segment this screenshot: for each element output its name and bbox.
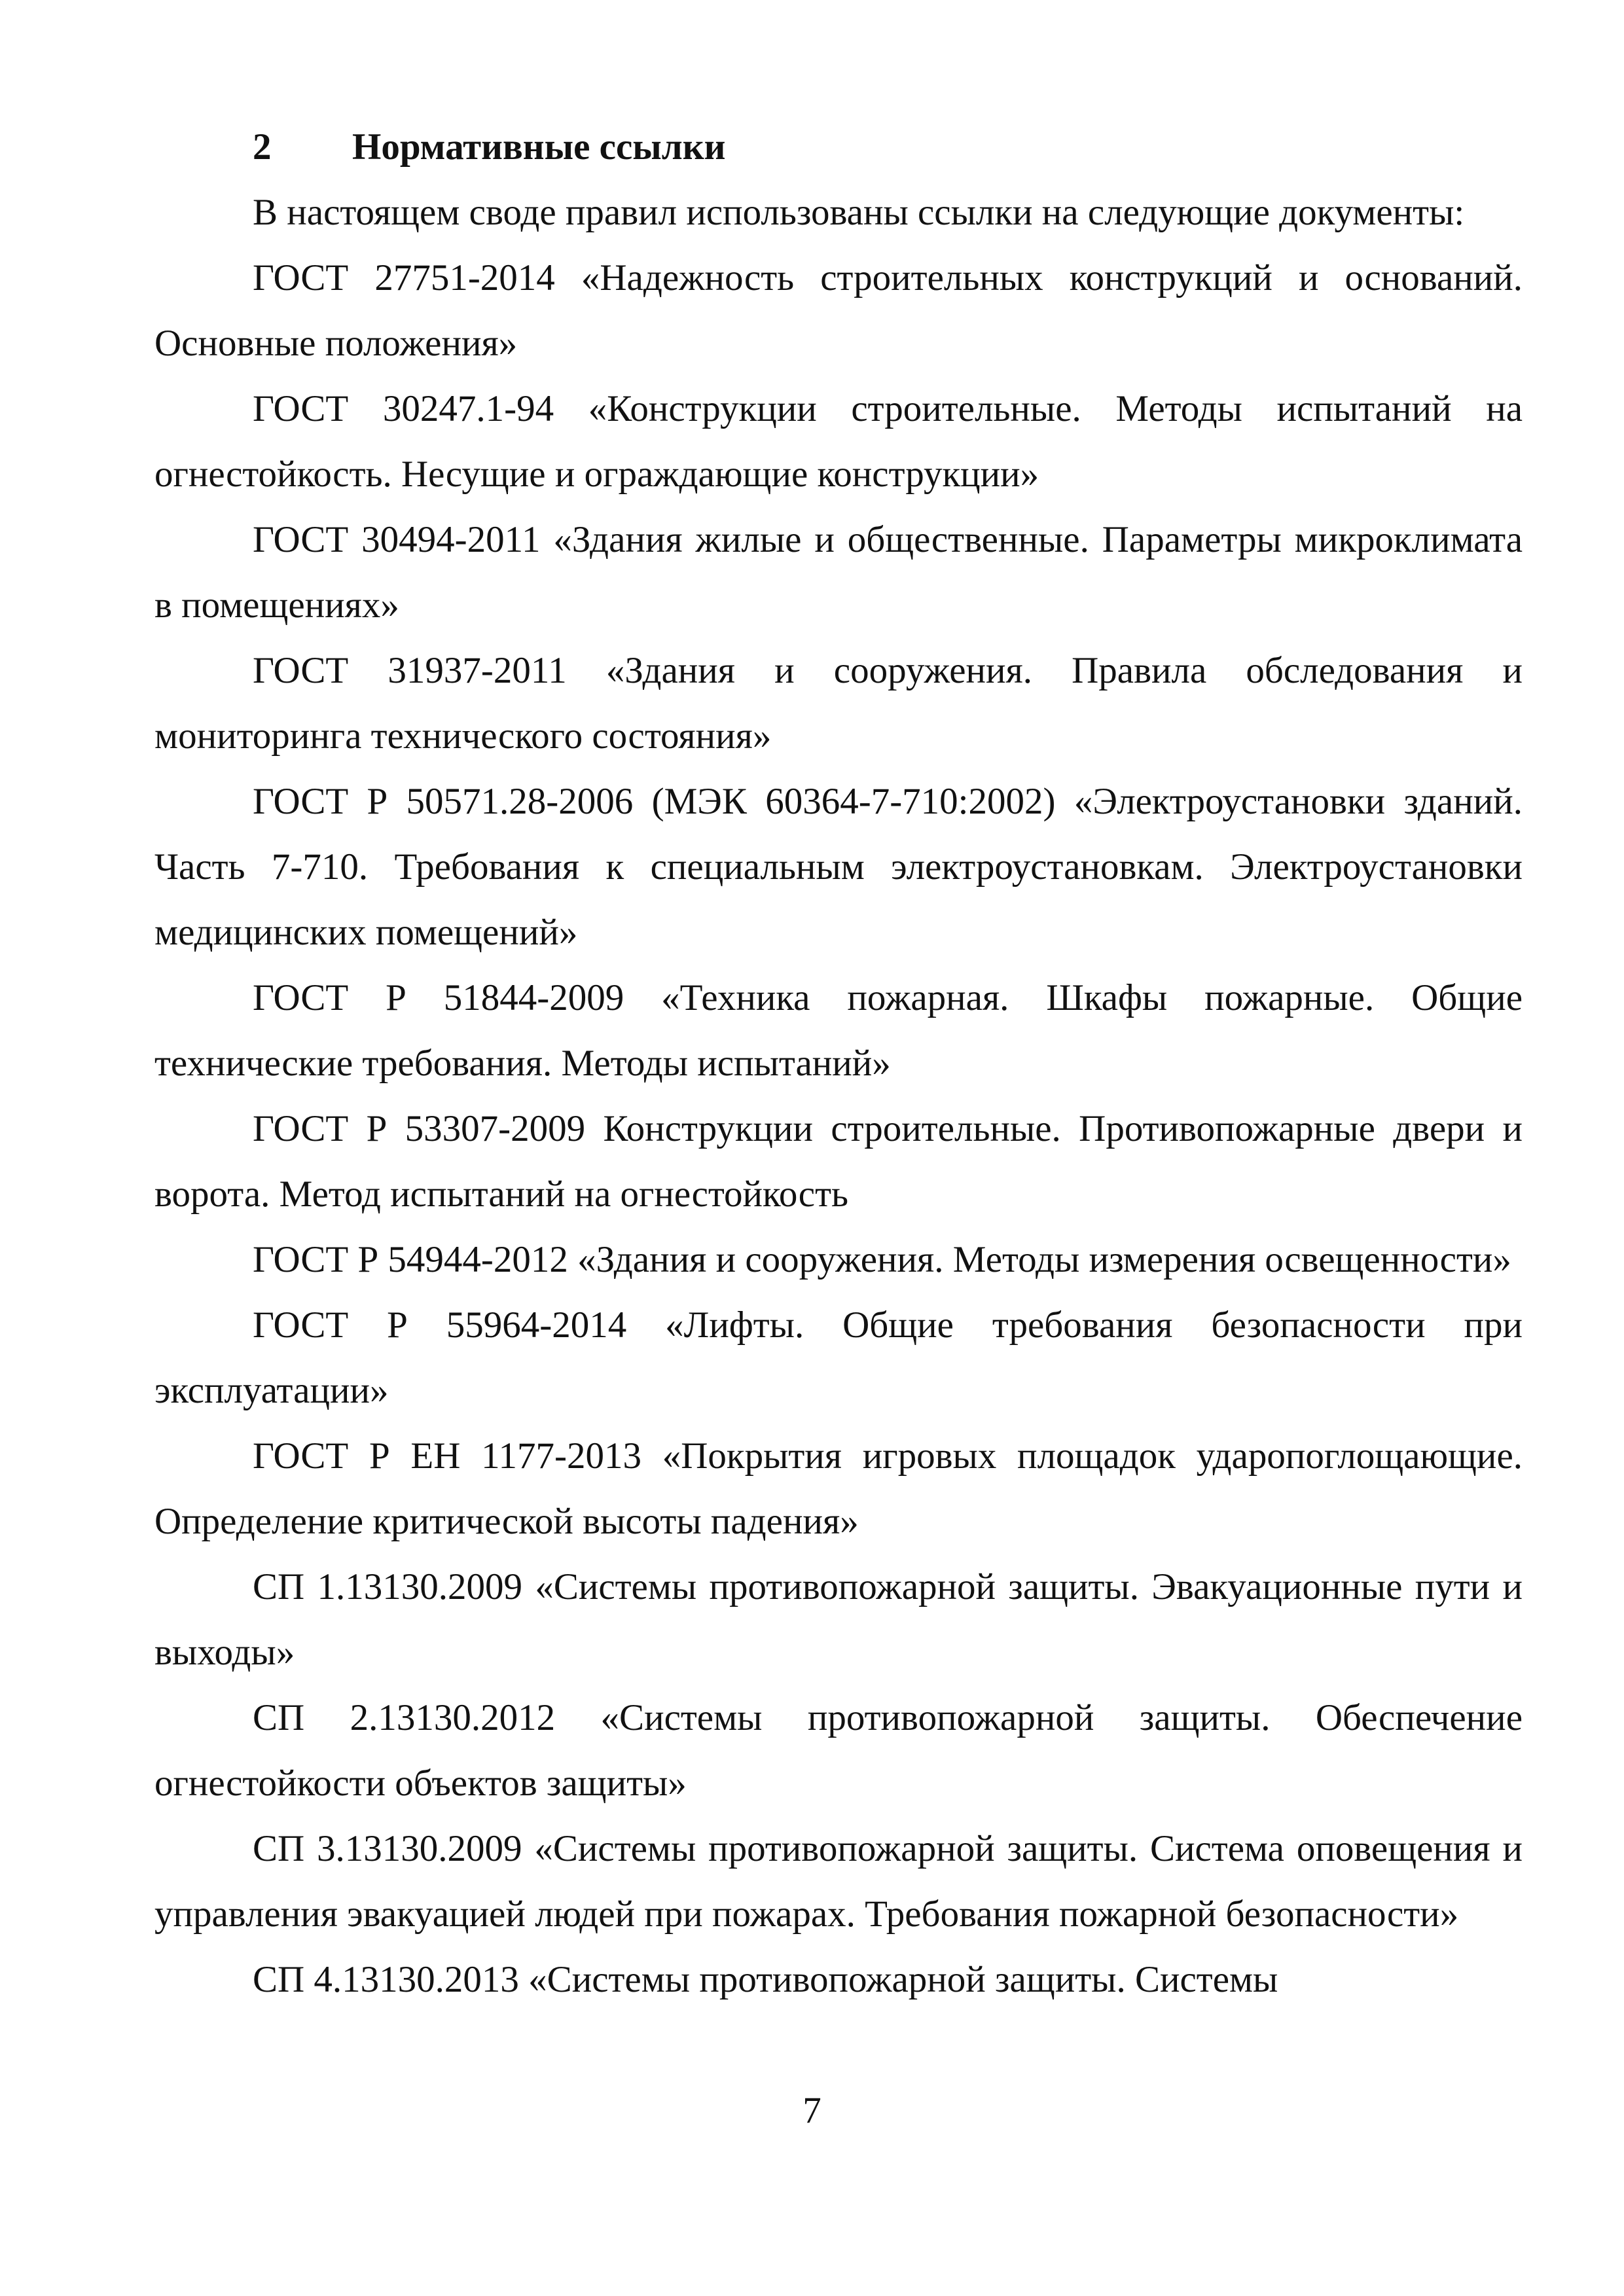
reference-sp-2-13130: СП 2.13130.2012 «Системы противопожарной защиты. Обеспечение огнестойкости объектов защиты» [154, 1697, 1523, 1804]
reference-sp-3-13130: СП 3.13130.2009 «Системы противопожарной защиты. Система оповещения и управления эвакуацией людей при пожарах. Требования пожарной безопасности» [154, 1828, 1523, 1935]
intro-paragraph: В настоящем своде правил использованы ссылки на следующие документы: [253, 192, 1465, 233]
page-body [154, 115, 1523, 2013]
section-number: 2 [253, 126, 272, 168]
reference-gost-r-54944: ГОСТ Р 54944-2012 «Здания и сооружения. Методы измерения освещенности» [253, 1239, 1511, 1280]
section-heading [154, 115, 1523, 180]
section-title: Нормативные ссылки [352, 126, 726, 168]
reference-sp-1-13130: СП 1.13130.2009 «Системы противопожарной защиты. Эвакуационные пути и выходы» [154, 1566, 1523, 1673]
reference-sp-4-13130: СП 4.13130.2013 «Системы противопожарной защиты. Системы [253, 1959, 1278, 2000]
reference-gost-r-55964: ГОСТ Р 55964-2014 «Лифты. Общие требования безопасности при эксплуатации» [154, 1304, 1523, 1411]
reference-gost-31937: ГОСТ 31937-2011 «Здания и сооружения. Правила обследования и мониторинга технического состояния» [154, 650, 1523, 757]
reference-gost-r-50571: ГОСТ Р 50571.28-2006 (МЭК 60364-7-710:2002) «Электроустановки зданий. Часть 7-710. Требования к специальным электроустановкам. Электроустановки медицинских помещений» [154, 781, 1523, 953]
reference-gost-r-en-1177: ГОСТ Р ЕН 1177-2013 «Покрытия игровых площадок ударопоглощающие. Определение критической высоты падения» [154, 1435, 1523, 1542]
reference-gost-27751: ГОСТ 27751-2014 «Надежность строительных конструкций и оснований. Основные положения» [154, 257, 1523, 364]
reference-gost-30494: ГОСТ 30494-2011 «Здания жилые и общественные. Параметры микроклимата в помещениях» [154, 519, 1523, 626]
reference-gost-30247: ГОСТ 30247.1-94 «Конструкции строительные. Методы испытаний на огнестойкость. Несущие и ограждающие конструкции» [154, 388, 1523, 495]
page-number: 7 [803, 2090, 821, 2131]
reference-gost-r-51844: ГОСТ Р 51844-2009 «Техника пожарная. Шкафы пожарные. Общие технические требования. Методы испытаний» [154, 977, 1523, 1084]
reference-gost-r-53307: ГОСТ Р 53307-2009 Конструкции строительные. Противопожарные двери и ворота. Метод испытаний на огнестойкость [154, 1108, 1523, 1215]
